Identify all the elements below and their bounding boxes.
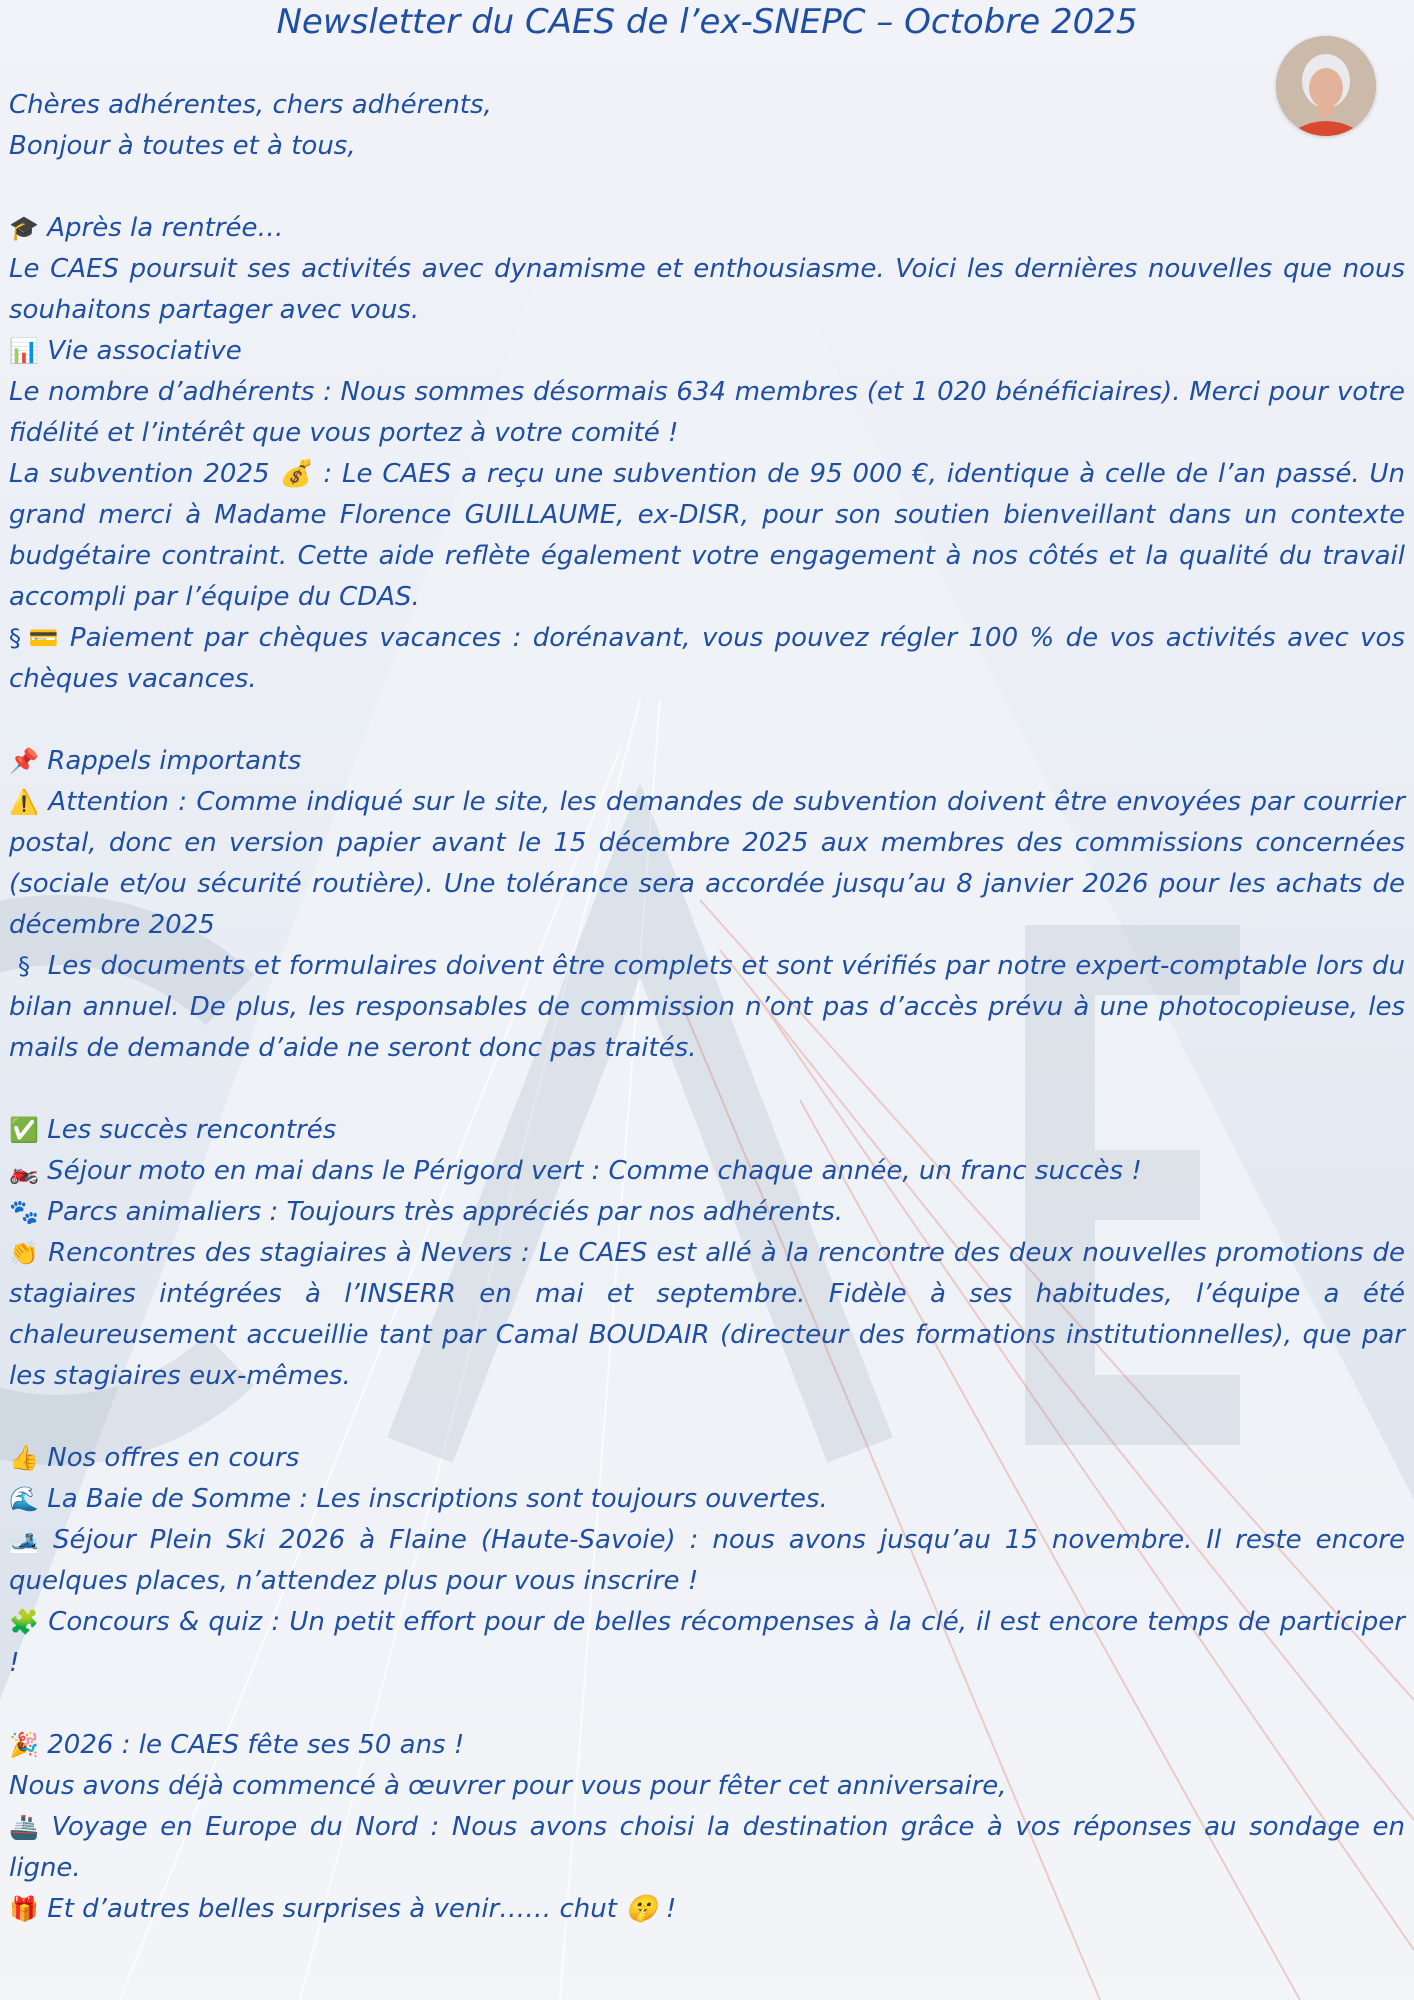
newsletter-title: Newsletter du CAES de l’ex-SNEPC – Octobre 2025 <box>276 2 1138 42</box>
newsletter-body <box>9 85 1405 1930</box>
emoji-icon: 🏍️ <box>9 1157 39 1185</box>
paragraph-text: Rappels importants <box>47 746 302 776</box>
paragraph-text: Après la rentrée… <box>47 213 284 243</box>
emoji-icon: § <box>18 952 30 980</box>
emoji-icon: 🎓 <box>9 214 39 242</box>
section-paragraph <box>9 946 1405 1069</box>
spacer <box>9 1684 1405 1725</box>
paragraph-text: Vie associative <box>47 336 242 366</box>
paragraph-text: Paiement par chèques vacances : dorénavant, vous pouvez régler 100 % de vos activités avec vos chèques vacances. <box>9 623 1405 694</box>
paragraph-text: 2026 : le CAES fête ses 50 ans ! <box>47 1730 465 1760</box>
section-paragraph <box>9 1233 1405 1397</box>
emoji-icon: 🌊 <box>9 1485 39 1513</box>
paragraph-text: Concours & quiz : Un petit effort pour de belles récompenses à la clé, il est encore temps de participer ! <box>9 1607 1405 1678</box>
emoji-icon: 🧩 <box>9 1608 39 1636</box>
spacer <box>9 700 1405 741</box>
section-heading <box>9 1438 1405 1479</box>
section-paragraph <box>9 1807 1405 1889</box>
paragraph-text: Séjour Plein Ski 2026 à Flaine (Haute-Savoie) : nous avons jusqu’au 15 novembre. Il reste encore quelques places, n’attendez plus pour vous inscrire ! <box>9 1525 1405 1596</box>
emoji-icon: 🎁 <box>9 1895 39 1923</box>
emoji-icon: ⚠️ <box>9 788 39 816</box>
emoji-icon: 🚢 <box>9 1813 39 1841</box>
paragraph-text: Attention : Comme indiqué sur le site, les demandes de subvention doivent être envoyées par courrier postal, donc en version papier avant le 15 décembre 2025 aux membres des commissions concernées (sociale et/ou sécurité routière). Une tolérance sera accordée jusqu’au 8 janvier 2026 pour les achats de décembre 2025 <box>9 787 1406 940</box>
section-paragraph <box>9 1602 1405 1684</box>
emoji-icon: 📌 <box>9 747 39 775</box>
paragraph-text: Les documents et formulaires doivent être complets et sont vérifiés par notre expert-comptable lors du bilan annuel. De plus, les responsables de commission n’ont pas d’accès prévu à une photocopieuse, les mails de demande d’aide ne seront donc pas traités. <box>9 951 1406 1063</box>
section-paragraph <box>9 1766 1405 1807</box>
section-paragraph <box>9 454 1405 618</box>
paragraph-text: Le CAES poursuit ses activités avec dynamisme et enthousiasme. Voici les dernières nouvelles que nous souhaitons partager avec vous. <box>9 254 1405 325</box>
section-paragraph <box>9 331 1405 372</box>
emoji-icon: 🐾 <box>9 1198 39 1226</box>
section-paragraph <box>9 249 1405 331</box>
emoji-icon: ✅ <box>9 1116 39 1144</box>
greeting-line <box>9 85 1405 126</box>
section-paragraph <box>9 1151 1405 1192</box>
section-heading <box>9 1725 1405 1766</box>
paragraph-text: Les succès rencontrés <box>47 1115 337 1145</box>
paragraph-text: Rencontres des stagiaires à Nevers : Le CAES est allé à la rencontre des deux nouvelles promotions de stagiaires intégrées à l’INSERR en mai et septembre. Fidèle à ses habitudes, l’équipe a été chaleureusement accueillie tant par Camal BOUDAIR (directeur des formations institutionnelles), que par les stagiaires eux-mêmes. <box>9 1238 1405 1391</box>
emoji-icon: 👏 <box>9 1239 39 1267</box>
emoji-icon: 🎿 <box>9 1526 39 1554</box>
spacer <box>9 1069 1405 1110</box>
paragraph-text: Séjour moto en mai dans le Périgord vert : Comme chaque année, un franc succès ! <box>47 1156 1142 1186</box>
paragraph-text: Voyage en Europe du Nord : Nous avons choisi la destination grâce à vos réponses au sondage en ligne. <box>9 1812 1405 1883</box>
paragraph-text: Et d’autres belles surprises à venir…… chut 🤫 ! <box>47 1894 677 1924</box>
emoji-icon: 👍 <box>9 1444 39 1472</box>
section-paragraph <box>9 1192 1405 1233</box>
section-paragraph <box>9 618 1405 700</box>
greeting-line <box>9 126 1405 167</box>
section-heading <box>9 1110 1405 1151</box>
paragraph-text: Bonjour à toutes et à tous, <box>9 131 356 161</box>
section-paragraph <box>9 1520 1405 1602</box>
paragraph-text: Le nombre d’adhérents : Nous sommes désormais 634 membres (et 1 020 bénéficiaires). Merci pour votre fidélité et l’intérêt que vous portez à votre comité ! <box>9 377 1405 448</box>
section-paragraph <box>9 372 1405 454</box>
paragraph-text: La Baie de Somme : Les inscriptions sont toujours ouvertes. <box>47 1484 828 1514</box>
paragraph-text: La subvention 2025 💰 : Le CAES a reçu une subvention de 95 000 €, identique à celle de l’an passé. Un grand merci à Madame Florence GUILLAUME, ex-DISR, pour son soutien bienveillant dans un contexte budgétaire contraint. Cette aide reflète également votre engagement à nos côtés et la qualité du travail accompli par l’équipe du CDAS. <box>9 459 1405 612</box>
section-heading <box>9 741 1405 782</box>
spacer <box>9 1397 1405 1438</box>
section-heading <box>9 208 1405 249</box>
section-paragraph <box>9 1479 1405 1520</box>
paragraph-text: Nos offres en cours <box>47 1443 300 1473</box>
paragraph-text: Parcs animaliers : Toujours très appréciés par nos adhérents. <box>47 1197 844 1227</box>
paragraph-text: Chères adhérentes, chers adhérents, <box>9 90 492 120</box>
emoji-icon: § 💳 <box>9 624 59 652</box>
emoji-icon: 🎉 <box>9 1731 39 1759</box>
spacer <box>9 167 1405 208</box>
paragraph-text: Nous avons déjà commencé à œuvrer pour vous pour fêter cet anniversaire, <box>9 1771 1007 1801</box>
emoji-icon: 📊 <box>9 337 39 365</box>
section-paragraph <box>9 782 1405 946</box>
section-paragraph <box>9 1889 1405 1930</box>
